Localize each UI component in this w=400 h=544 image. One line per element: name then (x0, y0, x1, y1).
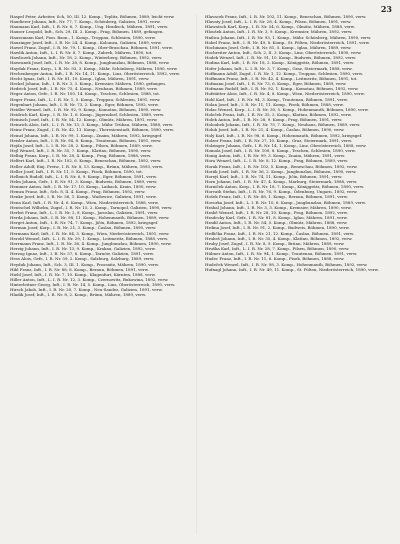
page-number: 23 (380, 4, 392, 14)
list-entry: Heyduk Johann, Inft., Sch. 3, III. 1. Komp., Prossnitz, Mähren, 1890, verw. (10, 261, 159, 267)
list-entry: Hodek Wenzel, Inft., I. R. Nr. 91, 10. Komp., Budweis, Böhmen, 1892, verw. (205, 55, 357, 61)
list-entry: Hawel Franz, Zugsf., I. R. Nr. 79, 1. Komp., Ober-Braschau, Böhmen, 1891, verw. (10, 44, 173, 50)
list-entry: Hemmer Anton, Inft., I. R. Nr. 17, 10. Komp., Laibach, Krain, 1890, verw. (10, 184, 157, 190)
list-entry: Holzinger Johann, Gefr., I. R. Nr. 14, 1. Komp., Linz, Oberösterreich, 1888, verw. (205, 142, 367, 148)
list-entry: Horák Josef, Inft., I. R. Nr. 36, 2. Komp., Jungbunzlau, Böhmen, 1890, verw. (205, 168, 357, 174)
list-entry: Heger Franz, Inft., L. I. R. Nr. 1, 5. Komp., Troppau, Schlesien, 1891, verw. (10, 96, 161, 102)
list-entry: Helm Johann, Gefr., I. R. Nr. 91, 3. Komp., Budweis, Böhmen, 1889, verw. (10, 179, 158, 184)
list-entry: Hibl Franz, Inft., I. R. Nr. 88, 8. Komp., Beraun, Böhmen, 1891, verw. (10, 266, 149, 272)
list-entry: Hiebl Josef, Inft., I. R. Nr. 7, 10. Komp., Klagenfurt, Kärnten, 1888, verw. (10, 271, 156, 277)
list-entry: Hemza Franz, Inft., Sch. 8, II. 4. Komp., Prag, Böhmen, 1892, verw. (10, 189, 146, 195)
list-entry: Homola Josef, Inft., I. R. Nr. 100, 8. Komp., Teschen, Schlesien, 1890, verw. (205, 148, 356, 154)
list-entry: Hnilica Johann, Inft., I. R. Nr. 93, 1. Komp., Mähr. Schönberg, Mähren, 1890, verw. (205, 34, 372, 40)
list-entry: Hohl Karl, Inft., I. R. Nr. 94, 3. Komp., Trautenau, Böhmen, 1891, verw. (205, 96, 348, 102)
list-entry: Hora Wenzel, Inft., L. I. R. Nr. 8, 12. Komp., Prag, Böhmen, 1889, verw. (205, 158, 348, 164)
list-entry: Hradil Anton, Inft., I. R. Nr. 54, 5. Komp., Olmütz, Mähren, 1888, verw. (205, 220, 348, 226)
list-entry: Horvath Stefan, Inft., I. R. Nr. 76, 9. Komp., Ödenburg, Ungarn, 1892, verw. (205, 189, 358, 195)
list-entry: Hechenberger Anton, Inft., I. R. Nr. 14, 11. Komp., Linz, Oberösterreich, 1892, verw. (10, 70, 180, 76)
list-entry: Herold Wenzel, Inft., L. I. R. Nr. 29, 1. Komp., Leitmeritz, Böhmen, 1888, verw. (10, 235, 169, 241)
list-entry: Herbst Franz, Inft., L. I. R. Nr. 2, 8. Komp., Jaroslau, Galizien, 1891, verw. (10, 209, 159, 215)
left-column (10, 14, 191, 298)
list-entry: Hudec Franz, Inft., I. R. Nr. 11, 6. Komp., Pisek, Böhmen, 1888, verw. (205, 256, 345, 262)
list-entry: Hošek Franz, Inft., I. R. Nr. 88, 1. Komp., Beraun, Böhmen, 1891, verw. (205, 194, 348, 200)
list-entry: Holoubek Johann, Inft., I. R. Nr. 75, 7. Komp., Neuhaus, Böhmen, 1889, verw. (205, 122, 361, 128)
list-entry: Horníček Anton, Korp., I. R. Nr. 18, 7. Komp., Königgrätz, Böhmen, 1890, verw. (205, 184, 365, 190)
list-entry: Hermann Karl, Inft., I. R. Nr. 84, 5. Komp., Wien, Niederösterreich, 1891, verw. (10, 230, 170, 236)
list-entry: Holan Josef, Inft., I. R. Nr. 11, 11. Komp., Pisek, Böhmen, 1888, verw. (205, 101, 344, 107)
list-entry: Hochreiter Anton, Inft., Sch. 2, II. 3. Komp., Linz, Oberösterreich, 1890, verw. (205, 50, 362, 56)
list-entry: Hrdlička Franz, Inft., I. R. Nr. 21, 12. Komp., Časlau, Böhmen, 1891, verw. (205, 230, 355, 236)
list-entry: Hrdina Josef, Inft., I. R. Nr. 91, 2. Komp., Budweis, Böhmen, 1890, verw. (205, 225, 350, 231)
list-entry: Herman Josef, Korp., I. R. Nr. 21, 3. Komp., Časlau, Böhmen, 1890, verw. (10, 225, 157, 231)
list-entry: Hladik Josef, Inft., I. R. Nr. 8, 2. Komp., Brünn, Mähren, 1889, verw. (10, 292, 147, 298)
list-entry: Heidrich Karl, Korp., I. R. Nr. 1, 6. Komp., Jägerndorf, Schlesien, 1889, verw. (10, 111, 165, 117)
column-gutter (196, 14, 197, 534)
list-entry: Hellmich Rudolf, Inft., L. I. R. Nr. 6, 9. Komp., Eger, Böhmen, 1891, verw. (10, 173, 157, 179)
list-entry: Haumann Karl, Inft., I. R. Nr. 6, 7. Komp., Ung. Hradisch, Mähren, 1891, verw. (10, 24, 169, 30)
list-entry: Hruška Karl, Inft., L. I. R. Nr. 28, 7. Komp., Pilsen, Böhmen, 1890, verw. (205, 246, 350, 252)
list-entry: Heinz Franz, Zugsf., I. R. Nr. 42, 11. Komp., Theresienstadt, Böhmen, 1890, verw. (10, 127, 174, 133)
list-entry: Hofmann Rudolf, Inft., I. R. Nr. 92, 1. Komp., Komotau, Böhmen, 1892, verw. (205, 86, 359, 92)
list-entry: Heller Adolf, Einj. Freiw., I. R. Nr. 8, 13. Komp., Brünn, Mähren, 1893, verw. (10, 163, 163, 169)
list-entry: Hlavaty Josef, Inft., L. I. R. Nr. 28, 4. Komp., Pilsen, Böhmen, 1891, verw. (205, 19, 352, 25)
list-entry: Hoffmann Adolf, Zugsf., I. R. Nr. 1, 12. Komp., Troppau, Schlesien, 1890, verw. (205, 70, 364, 76)
list-entry: Holý Karl, Inft., I. R. Nr. 98, 6. Komp., Hohenmauth, Böhmen, 1892, kriegsgef. (205, 132, 363, 138)
list-entry: Herzog Ignaz, Inft., I. R. Nr. 57, 6. Komp., Tarnów, Galizien, 1891, verw. (10, 251, 154, 257)
list-entry: Hiller Anton, Inft., L. I. R. Nr. 12, 3. Komp., Czernowitz, Bukowina, 1892, verw. (10, 276, 169, 282)
list-entry: Horn Johann, Inft., I. R. Nr. 47, 4. Komp., Marburg, Steiermark, 1888, verw. (205, 179, 358, 184)
list-entry: Hinterleitner Georg, Inft., I. R. Nr. 14, 5. Komp., Linz, Oberösterreich, 1890, verw. (10, 282, 176, 288)
list-entry: Heinzl Johann, Inft., I. R. Nr. 99, 1. Komp., Znaim, Mähren, 1892, kriegsgef. (10, 132, 163, 138)
list-entry: Holzer Franz, Inft., I. R. Nr. 27, 10. Komp., Graz, Steiermark, 1891, verw. (205, 137, 353, 143)
list-entry: Haussmann Karl, Pion. Baon., 1. Komp., Troppau, Schlesien, 1890, verw. (10, 34, 156, 40)
list-entry: Herda Johann, Inft., I. R. Nr. 98, 11. Komp., Hohenmauth, Böhmen, 1889, verw. (10, 215, 170, 221)
list-entry: Holeček Franz, Inft., I. R. Nr. 35, 2. Komp., Klattau, Böhmen, 1892, verw. (205, 111, 352, 117)
list-entry: Heidler Wenzel, Inft., I. R. Nr. 92, 9. Komp., Komotau, Böhmen, 1890, verw. (10, 106, 162, 112)
list-entry: Hofer Johann, Inft., L. I. R. Nr. 3, 7. Komp., Graz, Steiermark, 1888, verw. (205, 65, 353, 71)
list-entry: Hobel Franz, Inft., I. R. Nr. 49, 8. Komp., St. Pölten, Niederösterreich, 1891, verw. (205, 39, 370, 45)
list-entry: Henn Karl, Inft., I. R. Nr. 4, 6. Komp., Wien, Niederösterreich, 1888, verw. (10, 199, 159, 205)
list-entry: Hrabal Johann, Inft., I. R. Nr. 3, 3. Komp., Kremsier, Mähren, 1890, verw. (205, 204, 352, 210)
list-entry: Hodina Karl, Inft., I. R. Nr. 18, 2. Komp., Königgrätz, Böhmen, 1891, verw. (205, 60, 355, 66)
list-entry: Hovorka Josef, Inft., L. I. R. Nr. 10, 6. Komp., Jungbunzlau, Böhmen, 1889, verw. (205, 199, 366, 205)
list-entry: Henke Josef, Inft., I. R. Nr. 56, 1. Komp., Wadowice, Galizien, 1891, verw. (10, 194, 157, 200)
list-entry: Helbig Franz, Korp., I. R. Nr. 28, 4. Komp., Prag, Böhmen, 1888, verw. (10, 153, 152, 159)
list-entry: Hrabě Wenzel, Inft., I. R. Nr. 28, 10. Komp., Prag, Böhmen, 1892, verw. (205, 209, 348, 215)
list-entry: Hudeček Wenzel, Inft., I. R. Nr. 98, 3. Komp., Hohenmauth, Böhmen, 1892, verw. (205, 261, 368, 267)
list-entry: Hofmann Josef, Inft., I. R. Nr. 73, 6. Komp., Eger, Böhmen, 1889, verw. (205, 81, 347, 87)
list-entry: Heinrich Alois, Inft., L. I. R. Nr. 13, 3. Komp., Mähr. Trübau, Mähren, 1888, verw. (10, 122, 174, 128)
list-entry: Hayduk Franz, Korp., I. R. Nr. 93, 3. Komp., Mähr. Schönberg, Mähren, 1890, verw. (10, 65, 178, 71)
list-entry: Hirsch Jakob, Inft., I. R. Nr. 20, 7. Komp., Neu-Sandez, Galizien, 1891, verw. (10, 287, 163, 293)
list-entry: Herrmann Franz, Inft., I. R. Nr. 36, 4. Komp., Jungbunzlau, Böhmen, 1890, verw. (10, 240, 172, 246)
list-entry: Hawlik Anton, Inft., L. I. R. Nr. 8, 7. Komp., Zabreh, Mähren, 1890, tot. (10, 50, 153, 56)
list-entry: Herget Anton, Inft., I. R. Nr. 74, 7. Komp., Jičín, Böhmen, 1892, kriegsgef. (10, 220, 159, 226)
list-entry: Hochmann Josef, Gefr., I. R. Nr. 81, 5. Komp., Iglau, Mähren, 1889, verw. (205, 44, 352, 50)
list-entry: Hegenbart Johann, Inft., I. R. Nr. 73, 2. Komp., Eger, Böhmen, 1892, verw. (10, 101, 159, 107)
right-column (205, 14, 386, 272)
list-entry: Horejš Karl, Inft., I. R. Nr. 74, 11. Komp., Jičín, Böhmen, 1891, verw. (205, 173, 343, 179)
list-entry: Heckel Johann, Inft., I. R. Nr. 3, 3. Komp., Kremsier, Mähren, 1890, gefangen. (10, 81, 167, 87)
list-entry: Heinisch Josef, Inft., I. R. Nr. 54, 12. Komp., Olmütz, Mähren, 1891, verw. (10, 117, 158, 123)
list-entry: Hejda Josef, Inft., L. I. R. Nr. 28, 2. Komp., Pilsen, Böhmen, 1889, verw. (10, 142, 153, 148)
list-entry: Hrubeš Johann, Inft., I. R. Nr. 35, 4. Komp., Klattau, Böhmen, 1892, verw. (205, 235, 353, 241)
list-entry: Hecht Ignaz, Inft., I. R. Nr. 81, 10. Komp., Iglau, Mähren, 1891, verw. (10, 75, 150, 81)
list-entry: Heller Josef, Inft., I. R. Nr. 11, 5. Komp., Pisek, Böhmen, 1890, tot. (10, 168, 143, 174)
list-entry: Horak Franz, Inft., I. R. Nr. 102, 5. Komp., Beneschau, Böhmen, 1892, verw. (205, 163, 358, 169)
list-entry: Hauser Leopold, Inft., Sch. 29, III. 2. Komp., Prag, Böhmen, 1889, gefangen. (10, 29, 164, 35)
list-entry: Haudierer Johann, Inft., Nr. 77, 7. Komp., Schönberg, Galizien, 1891, verw. (10, 19, 161, 25)
list-entry: Holas Wenzel, Korp., L. I. R. Nr. 30, 5. Komp., Hohenmauth, Böhmen, 1890, verw. (205, 106, 369, 112)
list-entry: Helfert Karl, Inft., I. R. Nr. 102, 6. Komp., Beneschau, Böhmen, 1892, verw. (10, 158, 162, 164)
list-entry: Hawliczek Johann, Inft., Nr. 18, 2. Komp., Winterberg, Böhmen, 1892, verw. (10, 55, 163, 61)
list-entry: Honig Anton, Inft., I. R. Nr. 99, 3. Komp., Znaim, Mähren, 1891, verw. (205, 153, 346, 159)
list-entry: Hedrich Josef, Inft., I. R. Nr. 75, 4. Komp., Neuhaus, Böhmen, 1889, verw. (10, 86, 158, 92)
list-entry: Holek Anton, Inft., I. R. Nr. 28, 9. Komp., Prag, Böhmen, 1891, verw. (205, 117, 343, 123)
list-entry: Hofstätter Alois, Inft., I. R. Nr. 4, 8. Komp., Wien, Niederösterreich, 1890, verw. (205, 91, 365, 97)
list-entry: Holub Josef, Inft., I. R. Nr. 21, 4. Komp., Časlau, Böhmen, 1890, verw. (205, 127, 345, 133)
list-entry: Hentschel Wilhelm, Zugsf., I. R. Nr. 15, 2. Komp., Tarnopol, Galizien, 1890, verw. (10, 204, 173, 210)
list-entry: Hawranek Josef, Inft., I. R. Nr. 28, 8. Komp., Jungbunzlau, Böhmen, 1888, verw. (10, 60, 170, 66)
list-entry: Heisler Anton, Inft., I. R. Nr. 94, 8. Komp., Trautenau, Böhmen, 1891, verw. (10, 137, 162, 143)
list-entry: Hruby Josef, Zugsf., I. R. Nr. 8, 9. Komp., Brünn, Mähren, 1889, verw. (205, 240, 345, 246)
list-entry: Hradecky Karl, Gefr., I. R. Nr. 81, 8. Komp., Iglau, Mähren, 1891, verw. (205, 215, 348, 221)
list-entry: Herzig Johann, Inft., I. R. Nr. 13, 9. Komp., Krakau, Galizien, 1892, verw. (10, 246, 156, 252)
list-entry: Hloušek Anton, Inft., I. R. Nr. 3, 9. Komp., Kremsier, Mähren, 1892, verw. (205, 29, 353, 35)
list-entry: Hauzinger Josef, Inft., I. R. Nr. 24, 4. Komp., Kolomea, Galizien, 1889, verw. (10, 39, 162, 45)
list-entry: Haspel Peter, Arbeiter, Sch, 50, III. 12. Komp., Teplitz, Böhmen, 1889, leicht verw. (10, 14, 175, 19)
list-entry: Hufnagl Johann, Inft., I. R. Nr. 49, 11. Komp., St. Pölten, Niederösterreich, 1890, verw. (205, 266, 379, 272)
list-entry: Hess Alois, Gefr., I. R. Nr. 59, 2. Komp., Salzburg, Salzburg, 1889, verw. (10, 256, 155, 262)
list-entry: Hoffmann Franz, Inft., I. R. Nr. 42, 4. Komp., Leitmeritz, Böhmen, 1891, tot. (205, 75, 358, 81)
list-entry: Hübner Anton, Inft., I. R. Nr. 94, 1. Komp., Trautenau, Böhmen, 1891, verw. (205, 251, 358, 257)
list-entry: Hejl Wenzel, Inft., I. R. Nr. 35, 7. Komp., Klattau, Böhmen, 1890, verw. (10, 148, 152, 154)
list-entry: Hlavacek Franz, Inft., I. R. Nr. 102, 11. Komp., Beneschau, Böhmen, 1890, verw. (205, 14, 367, 19)
list-entry: Hlawatsch Karl, Korp., I. R. Nr. 54, 6. Komp., Olmütz, Mähren, 1888, verw. (205, 24, 355, 30)
list-entry: Heger Anton, Gefr., I. R. Nr. 100, 14. Komp., Teschen, Schlesien, 1888, tot. (10, 91, 161, 97)
